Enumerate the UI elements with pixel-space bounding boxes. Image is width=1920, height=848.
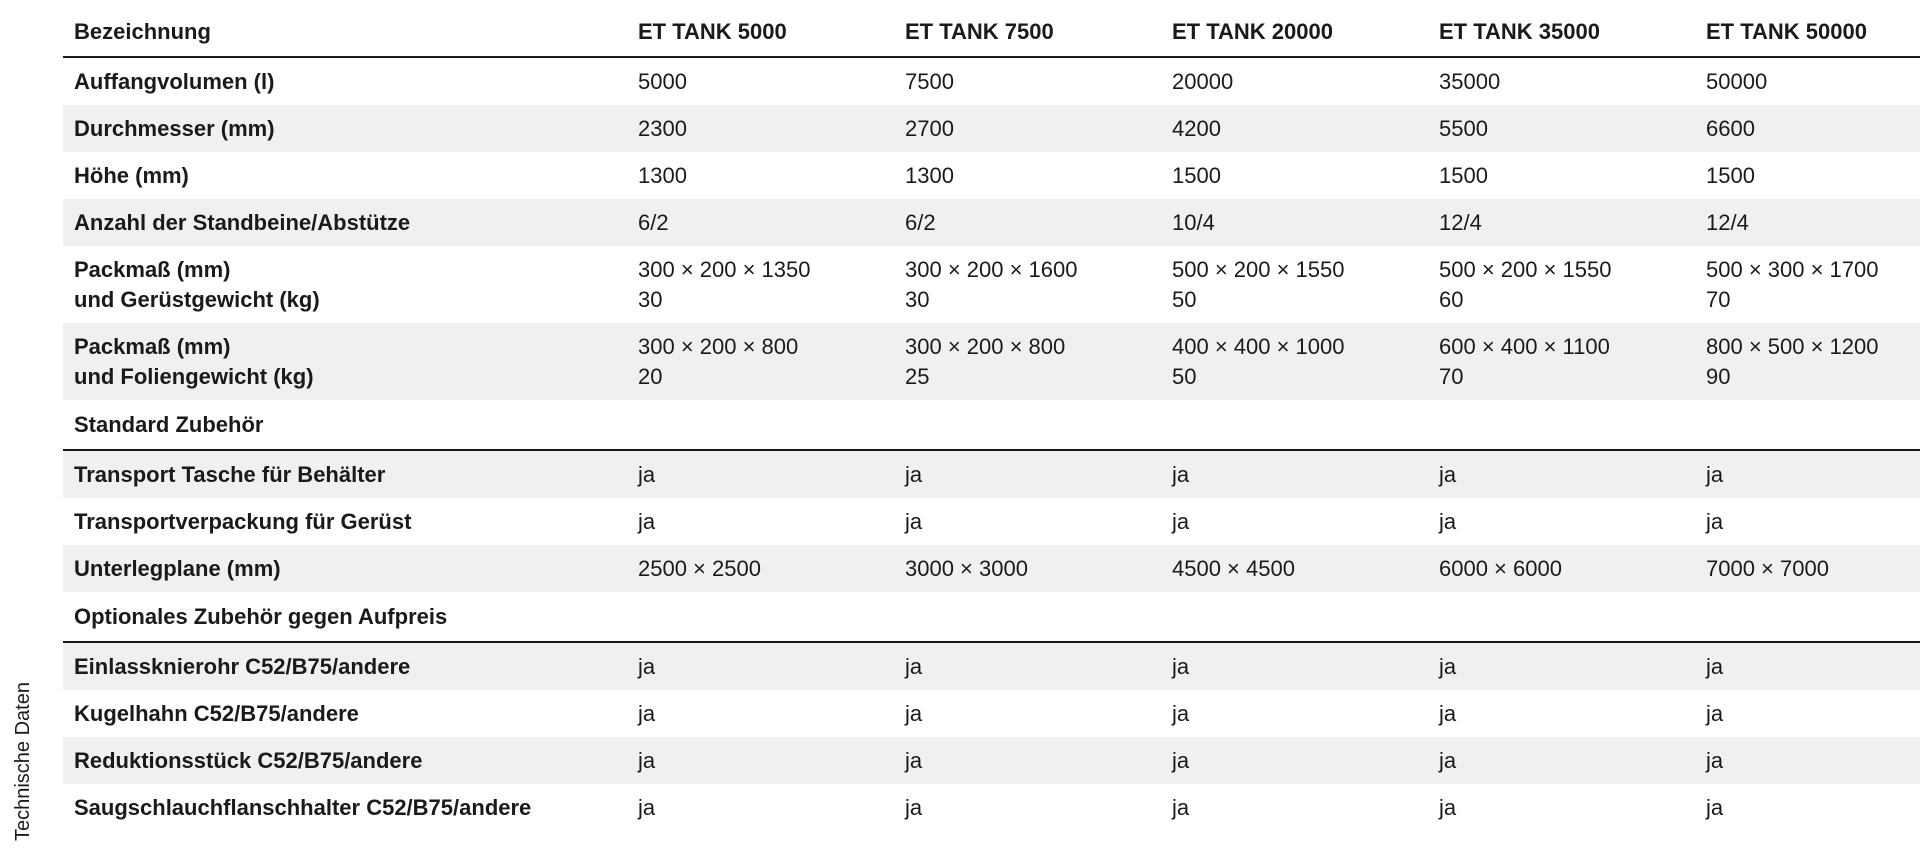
row-value: ja bbox=[1439, 700, 1457, 726]
row-value: 2700 bbox=[905, 115, 954, 141]
pack-weight: 30 bbox=[905, 286, 930, 312]
row-label-line: und Foliengewicht (kg) bbox=[74, 363, 314, 389]
row-value: 4200 bbox=[1172, 115, 1221, 141]
row-value: ja bbox=[1439, 794, 1457, 820]
pack-dimensions: 800 × 500 × 1200 bbox=[1706, 333, 1879, 359]
row-value: 6/2 bbox=[905, 209, 936, 235]
row-label: Unterlegplane (mm) bbox=[74, 555, 281, 581]
row-value: 3000 × 3000 bbox=[905, 555, 1028, 581]
row-value: ja bbox=[905, 700, 923, 726]
pack-weight: 90 bbox=[1706, 363, 1731, 389]
section-header-standard bbox=[63, 400, 1920, 451]
row-label-line: und Gerüstgewicht (kg) bbox=[74, 286, 320, 312]
row-label: Auffangvolumen (l) bbox=[74, 68, 275, 94]
pack-dimensions: 300 × 200 × 1350 bbox=[638, 256, 811, 282]
table-row bbox=[63, 105, 1920, 152]
row-value: 1500 bbox=[1172, 162, 1221, 188]
row-value: 50000 bbox=[1706, 68, 1768, 94]
pack-dimensions: 600 × 400 × 1100 bbox=[1439, 333, 1610, 359]
table-row bbox=[63, 690, 1920, 737]
row-value: 6600 bbox=[1706, 115, 1755, 141]
row-value: 35000 bbox=[1439, 68, 1501, 94]
pack-dimensions: 300 × 200 × 800 bbox=[905, 333, 1066, 359]
row-value: 1500 bbox=[1439, 162, 1488, 188]
row-value: ja bbox=[905, 794, 923, 820]
row-value: ja bbox=[638, 794, 656, 820]
row-value bbox=[1428, 255, 1695, 315]
row-value: ja bbox=[1172, 700, 1190, 726]
pack-dimensions: 300 × 200 × 1600 bbox=[905, 256, 1078, 282]
row-value: 12/4 bbox=[1706, 209, 1749, 235]
row-label bbox=[63, 332, 627, 392]
row-value: ja bbox=[638, 700, 656, 726]
row-value: ja bbox=[1706, 747, 1724, 773]
row-label-line: Packmaß (mm) bbox=[74, 333, 231, 359]
row-value: 5000 bbox=[638, 68, 687, 94]
table-row bbox=[63, 784, 1920, 831]
header-model: ET TANK 7500 bbox=[905, 19, 1054, 44]
row-value: ja bbox=[638, 747, 656, 773]
table-row bbox=[63, 152, 1920, 199]
side-label-technische-daten: Technische Daten bbox=[12, 682, 34, 841]
table-row bbox=[63, 643, 1920, 690]
pack-dimensions: 300 × 200 × 800 bbox=[638, 333, 799, 359]
row-value: ja bbox=[638, 653, 656, 679]
row-value: 1500 bbox=[1706, 162, 1755, 188]
row-label bbox=[63, 255, 627, 315]
row-value bbox=[627, 332, 894, 392]
row-label: Durchmesser (mm) bbox=[74, 115, 275, 141]
row-value: 1300 bbox=[638, 162, 687, 188]
row-value: ja bbox=[638, 508, 656, 534]
row-value: ja bbox=[1706, 653, 1724, 679]
table-row bbox=[63, 737, 1920, 784]
row-label: Reduktionsstück C52/B75/andere bbox=[74, 747, 423, 773]
pack-dimensions: 500 × 200 × 1550 bbox=[1439, 256, 1612, 282]
section-title: Optionales Zubehör gegen Aufpreis bbox=[74, 603, 448, 629]
pack-weight: 70 bbox=[1706, 286, 1731, 312]
row-value: 10/4 bbox=[1172, 209, 1215, 235]
row-value: ja bbox=[1172, 794, 1190, 820]
header-model: ET TANK 35000 bbox=[1439, 19, 1600, 44]
row-value: ja bbox=[1172, 508, 1190, 534]
pack-dimensions: 400 × 400 × 1000 bbox=[1172, 333, 1345, 359]
header-label: Bezeichnung bbox=[74, 19, 211, 44]
row-label: Transportverpackung für Gerüst bbox=[74, 508, 412, 534]
table-row bbox=[63, 545, 1920, 592]
row-value: ja bbox=[1439, 747, 1457, 773]
header-model: ET TANK 50000 bbox=[1706, 19, 1867, 44]
row-value: ja bbox=[1706, 461, 1724, 487]
row-value: 5500 bbox=[1439, 115, 1488, 141]
pack-weight: 50 bbox=[1172, 286, 1197, 312]
pack-weight: 30 bbox=[638, 286, 663, 312]
row-value bbox=[627, 255, 894, 315]
header-model: ET TANK 20000 bbox=[1172, 19, 1333, 44]
row-value: ja bbox=[1706, 700, 1724, 726]
row-value: 2500 × 2500 bbox=[638, 555, 761, 581]
spec-table bbox=[63, 8, 1920, 831]
row-value: 7500 bbox=[905, 68, 954, 94]
row-label: Anzahl der Standbeine/Abstütze bbox=[74, 209, 411, 235]
row-label-line: Packmaß (mm) bbox=[74, 256, 231, 282]
row-value bbox=[1428, 332, 1695, 392]
row-label: Saugschlauchflanschhalter C52/B75/andere bbox=[74, 794, 532, 820]
row-value: ja bbox=[638, 461, 656, 487]
table-row bbox=[63, 451, 1920, 498]
row-label: Höhe (mm) bbox=[74, 162, 189, 188]
row-value: 6000 × 6000 bbox=[1439, 555, 1562, 581]
row-value: ja bbox=[1439, 653, 1457, 679]
table-row bbox=[63, 246, 1920, 323]
row-value: 7000 × 7000 bbox=[1706, 555, 1829, 581]
row-label: Transport Tasche für Behälter bbox=[74, 461, 386, 487]
row-value: 4500 × 4500 bbox=[1172, 555, 1295, 581]
row-value: 1300 bbox=[905, 162, 954, 188]
row-value bbox=[1695, 332, 1917, 392]
table-row bbox=[63, 58, 1920, 105]
pack-weight: 20 bbox=[638, 363, 663, 389]
row-value: ja bbox=[1172, 747, 1190, 773]
table-header-row bbox=[63, 8, 1920, 58]
row-value: 2300 bbox=[638, 115, 687, 141]
pack-weight: 60 bbox=[1439, 286, 1464, 312]
row-value: ja bbox=[1439, 508, 1457, 534]
table-row bbox=[63, 323, 1920, 400]
row-value: ja bbox=[1172, 461, 1190, 487]
row-value: 20000 bbox=[1172, 68, 1234, 94]
pack-dimensions: 500 × 200 × 1550 bbox=[1172, 256, 1345, 282]
row-value: ja bbox=[1439, 461, 1457, 487]
section-header-optional bbox=[63, 592, 1920, 643]
header-model: ET TANK 5000 bbox=[638, 19, 787, 44]
table-row bbox=[63, 199, 1920, 246]
row-value bbox=[1695, 255, 1917, 315]
pack-weight: 70 bbox=[1439, 363, 1464, 389]
row-value: ja bbox=[1706, 508, 1724, 534]
row-value: ja bbox=[1706, 794, 1724, 820]
row-value: ja bbox=[905, 747, 923, 773]
row-label: Einlasskniеrohr C52/B75/andere bbox=[74, 653, 411, 679]
pack-weight: 25 bbox=[905, 363, 930, 389]
row-value bbox=[894, 255, 1161, 315]
row-value: ja bbox=[905, 461, 923, 487]
row-value: ja bbox=[905, 508, 923, 534]
row-value: 12/4 bbox=[1439, 209, 1482, 235]
row-label: Kugelhahn C52/B75/andere bbox=[74, 700, 359, 726]
row-value: 6/2 bbox=[638, 209, 669, 235]
row-value bbox=[1161, 332, 1428, 392]
row-value: ja bbox=[905, 653, 923, 679]
row-value bbox=[894, 332, 1161, 392]
table-row bbox=[63, 498, 1920, 545]
row-value bbox=[1161, 255, 1428, 315]
pack-dimensions: 500 × 300 × 1700 bbox=[1706, 256, 1879, 282]
pack-weight: 50 bbox=[1172, 363, 1197, 389]
section-title: Standard Zubehör bbox=[74, 411, 264, 437]
row-value: ja bbox=[1172, 653, 1190, 679]
